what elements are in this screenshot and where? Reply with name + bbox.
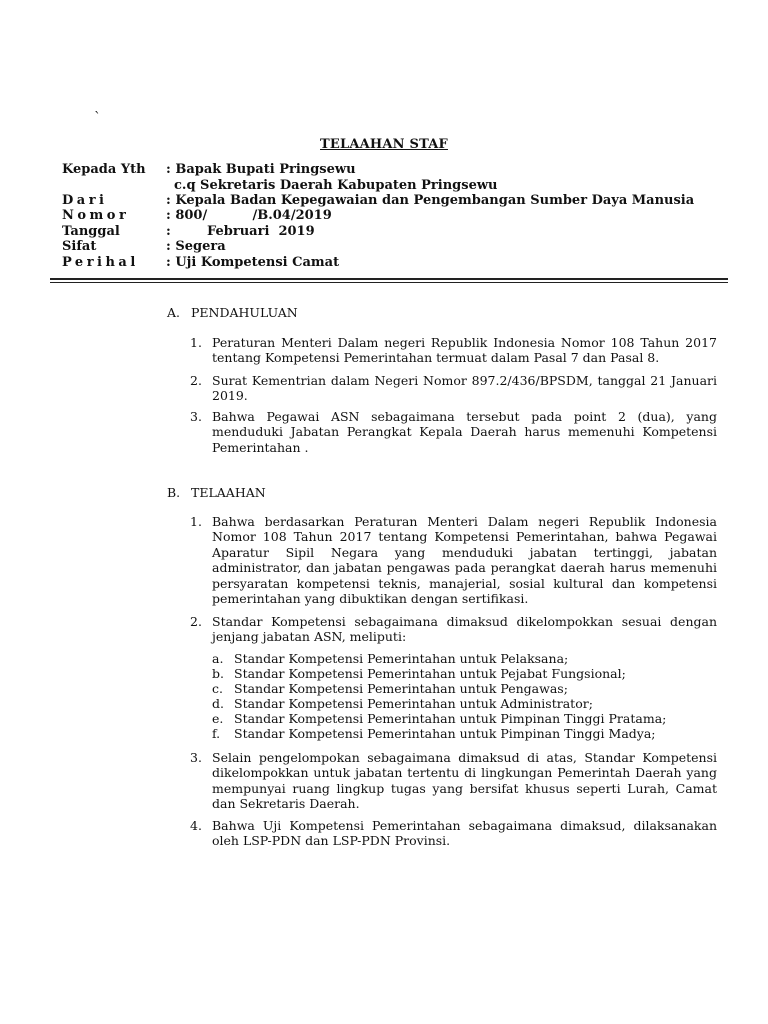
kepada-value: : Bapak Bupati Pringsewu [166,162,356,177]
list-item-number: 3. [190,409,202,424]
tanggal-label: Tanggal [62,224,120,239]
list-item-number: 3. [190,750,202,765]
list-item-b4 [190,818,717,849]
tanggal-value: : Februari 2019 [166,224,315,239]
list-item-text: Standar Kompetensi sebagaimana dimaksud dikelompokkan sesuai dengan jenjang jabatan ASN, meliputi: [212,614,717,645]
sifat-value: : Segera [166,239,226,254]
list-item-number: 2. [190,614,202,629]
header-divider-thick [50,278,728,280]
kepada-cq: c.q Sekretaris Daerah Kabupaten Pringsewu [174,178,498,193]
sub-item-letter: d. [212,696,224,711]
stray-mark: ` [94,110,101,126]
list-item-text: Selain pengelompokan sebagaimana dimaksud di atas, Standar Kompetensi dikelompokkan untuk jabatan tertentu di lingkungan Pemerintah Daerah yang mempunyai ruang lingkup tugas yang bersifat khusus seperti Lurah, Camat dan Sekretaris Daerah. [212,750,717,812]
nomor-value: : 800/ /B.04/2019 [166,208,332,223]
sub-item-text: Standar Kompetensi Pemerintahan untuk Administrator; [234,696,593,711]
section-b-title: TELAAHAN [191,485,266,500]
list-item-a1 [190,335,717,366]
section-a-heading [167,305,298,320]
section-b-letter: B. [167,485,181,500]
list-item-b2 [190,614,717,645]
list-item-text: Peraturan Menteri Dalam negeri Republik Indonesia Nomor 108 Tahun 2017 tentang Kompetensi Pemerintahan termuat dalam Pasal 7 dan Pasal 8. [212,335,717,366]
sub-item-letter: f. [212,726,221,741]
list-item-text: Surat Kementrian dalam Negeri Nomor 897.2/436/BPSDM, tanggal 21 Januari 2019. [212,373,717,404]
list-item-text: Bahwa Pegawai ASN sebagaimana tersebut pada point 2 (dua), yang menduduki Jabatan Perangkat Kepala Daerah harus memenuhi Kompetensi Pemerintahan . [212,409,717,455]
document-title: TELAAHAN STAF [320,137,448,152]
list-item-a3 [190,409,717,455]
sub-item-letter: c. [212,681,223,696]
dari-value: : Kepala Badan Kepegawaian dan Pengembangan Sumber Daya Manusia [166,193,695,208]
sub-item-text: Standar Kompetensi Pemerintahan untuk Pimpinan Tinggi Pratama; [234,711,667,726]
dari-label: Dari [62,193,108,208]
list-item-number: 1. [190,514,202,529]
perihal-value: : Uji Kompetensi Camat [166,255,340,270]
list-item-number: 2. [190,373,202,388]
sub-item-text: Standar Kompetensi Pemerintahan untuk Pimpinan Tinggi Madya; [234,726,656,741]
list-item-b1 [190,514,717,606]
list-item-text: Bahwa Uji Kompetensi Pemerintahan sebagaimana dimaksud, dilaksanakan oleh LSP-PDN dan LSP-PDN Provinsi. [212,818,717,849]
section-a-letter: A. [167,305,181,320]
kepada-label: Kepada Yth [62,162,146,177]
sub-item-text: Standar Kompetensi Pemerintahan untuk Pejabat Fungsional; [234,666,626,681]
list-item-number: 4. [190,818,202,833]
sub-item-letter: a. [212,651,224,666]
list-item-b3 [190,750,717,812]
section-b-heading [167,485,266,500]
sub-item-text: Standar Kompetensi Pemerintahan untuk Pelaksana; [234,651,569,666]
nomor-label: Nomor [62,208,130,223]
sub-item-letter: b. [212,666,224,681]
section-a-title: PENDAHULUAN [191,305,298,320]
list-item-number: 1. [190,335,202,350]
list-item-a2 [190,373,717,404]
sifat-label: Sifat [62,239,97,254]
perihal-label: Perihal [62,255,139,270]
sub-item-text: Standar Kompetensi Pemerintahan untuk Pengawas; [234,681,568,696]
header-divider-thin [50,282,728,283]
sub-item-letter: e. [212,711,224,726]
list-item-text: Bahwa berdasarkan Peraturan Menteri Dalam negeri Republik Indonesia Nomor 108 Tahun 2017 tentang Kompetensi Pemerintahan, bahwa Pegawai Aparatur Sipil Negara yang menduduki jabatan tertinggi, jabatan administrator, dan jabatan pengawas pada perangkat daerah harus memenuhi persyaratan kompetensi teknis, manajerial, sosial kultural dan kompetensi pemerintahan yang dibuktikan dengan sertifikasi. [212,514,717,607]
